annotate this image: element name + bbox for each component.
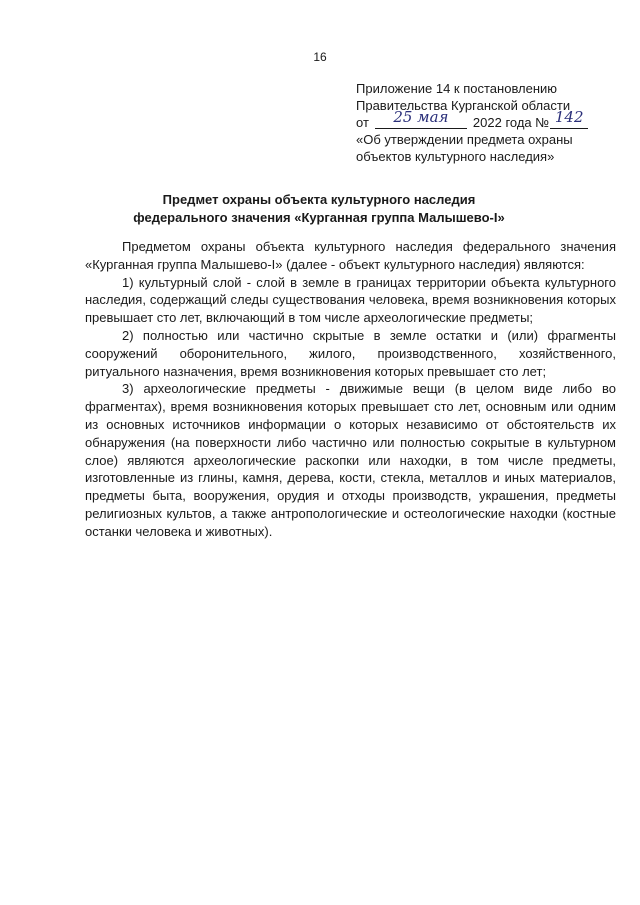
appendix-date-line	[356, 108, 626, 131]
page-number: 16	[313, 50, 327, 64]
handwritten-number	[550, 108, 588, 129]
paragraph-intro: Предметом охраны объекта культурного наследия федерального значения «Курганная группа Малышево-I» (далее - объект культурного наследия) являются:	[85, 239, 616, 272]
paragraph-item-1: 1) культурный слой - слой в земле в границах территории объекта культурного наследия, содержащий следы существования человека, время возникновения которых превышает сто лет, включающий в том числе археологические предметы;	[85, 274, 616, 326]
appendix-line-1: Приложение 14 к постановлению	[356, 81, 558, 96]
handwritten-number-text: 142	[554, 108, 584, 126]
paragraph-item-2: 2) полностью или частично скрытые в земле остатки и (или) фрагменты сооружений оборонительного, жилого, производственного, хозяйственного, ритуального назначения, время возникновения которых превышает сто лет;	[85, 327, 616, 379]
title-line-1: Предмет охраны объекта культурного наследия	[162, 192, 476, 207]
appendix-header	[356, 80, 626, 165]
appendix-line-5: объектов культурного наследия»	[356, 149, 555, 164]
document-title	[74, 191, 564, 227]
date-prefix: от	[356, 115, 369, 130]
handwritten-date	[375, 108, 467, 129]
document-body	[85, 238, 616, 541]
handwritten-date-text: 25 мая	[393, 108, 449, 126]
appendix-line-4: «Об утверждении предмета охраны	[356, 132, 573, 147]
paragraph-item-3: 3) археологические предметы - движимые вещи (в целом виде либо во фрагментах), время возникновения которых превышает сто лет, основным или одним из основных источников информации о которых независимо от обстоятельств их обнаружения (на поверхности либо частично или полностью сокрытые в культурном слое) являются археологические раскопки или находки, в том числе предметы, изготовленные из глины, камня, дерева, кости, стекла, металлов и иных материалов, предметы быта, вооружения, орудия и отходы производств, украшения, предметы религиозных культов, а также антропологические и остеологические находки (костные останки человека и животных).	[85, 381, 616, 539]
year-text: 2022 года №	[472, 115, 550, 130]
title-line-2: федерального значения «Курганная группа Малышево-I»	[133, 210, 505, 225]
appendix-line-2: Правительства Курганской области	[356, 98, 571, 113]
